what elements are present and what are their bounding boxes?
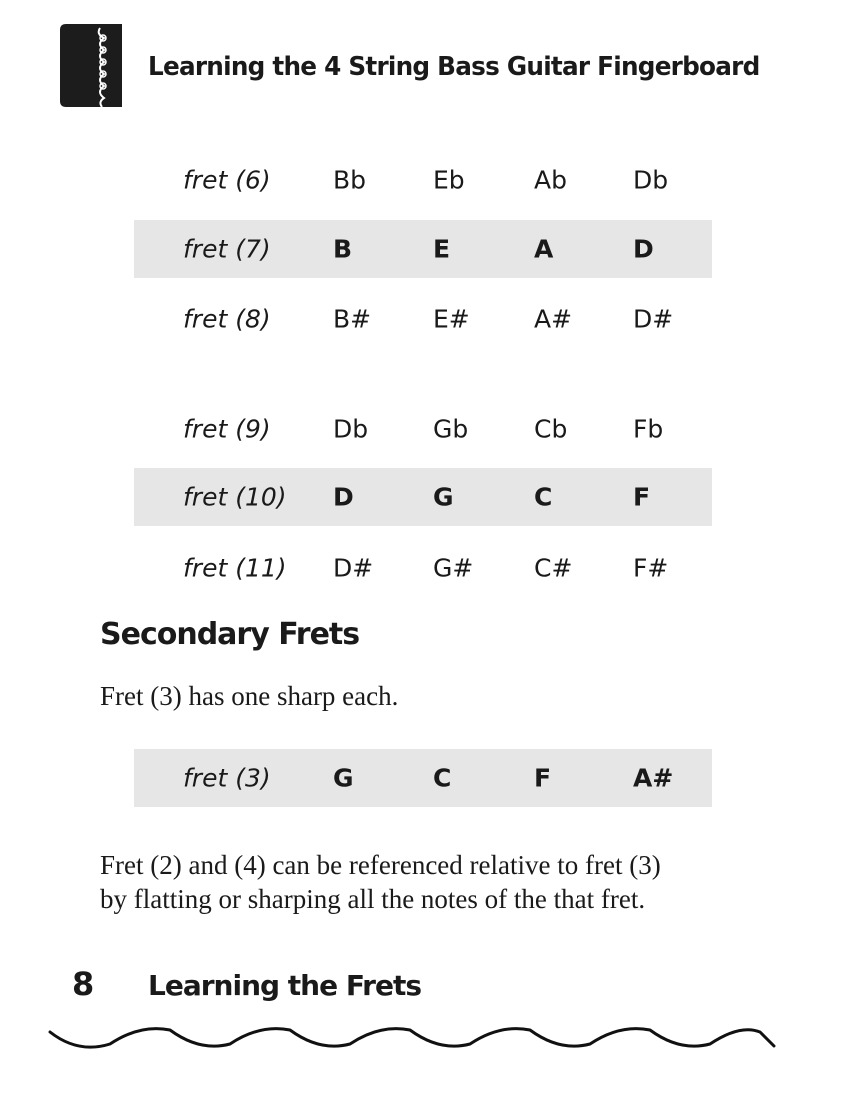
note-cell: G# xyxy=(433,553,474,583)
note-cell: C xyxy=(433,763,452,793)
note-cell: Cb xyxy=(534,414,568,444)
note-cell: Eb xyxy=(433,165,465,195)
footer-title: Learning the Frets xyxy=(148,969,422,1002)
note-cell: E# xyxy=(433,304,470,334)
note-cell: D xyxy=(333,482,354,512)
note-cell: B xyxy=(333,234,353,264)
fret-row-9 xyxy=(134,400,712,458)
fret-label: fret (3) xyxy=(183,763,271,793)
note-cell: A# xyxy=(633,763,674,793)
note-cell: A# xyxy=(534,304,573,334)
note-cell: D# xyxy=(333,553,374,583)
fret-row-6 xyxy=(134,151,712,209)
note-cell: F xyxy=(633,482,651,512)
page-header-title: Learning the 4 String Bass Guitar Fingerboard xyxy=(148,52,760,82)
note-cell: Bb xyxy=(333,165,367,195)
fretboard-logo-icon xyxy=(60,24,122,107)
paragraph-line: Fret (2) and (4) can be referenced relative to fret (3) xyxy=(100,850,661,880)
note-cell: A xyxy=(534,234,554,264)
fret-label: fret (11) xyxy=(183,553,287,583)
note-cell: Fb xyxy=(633,414,664,444)
wave-divider xyxy=(48,1018,776,1056)
note-cell: Db xyxy=(633,165,669,195)
fret-row-3 xyxy=(134,749,712,807)
note-cell: D# xyxy=(633,304,674,334)
note-cell: Gb xyxy=(433,414,469,444)
fret-row-7 xyxy=(134,220,712,278)
fret-label: fret (7) xyxy=(183,234,271,264)
note-cell: C xyxy=(534,482,553,512)
fret-row-11 xyxy=(134,539,712,597)
fret-row-8 xyxy=(134,290,712,348)
note-cell: Db xyxy=(333,414,369,444)
note-cell: C# xyxy=(534,553,573,583)
note-cell: G xyxy=(433,482,454,512)
fret-label: fret (6) xyxy=(183,165,271,195)
fret-label: fret (9) xyxy=(183,414,271,444)
note-cell: B# xyxy=(333,304,372,334)
paragraph-line: by flatting or sharping all the notes of the that fret. xyxy=(100,884,646,914)
section-heading: Secondary Frets xyxy=(100,617,360,652)
note-cell: F# xyxy=(633,553,669,583)
note-cell: Ab xyxy=(534,165,567,195)
fret-row-10 xyxy=(134,468,712,526)
section-intro: Fret (3) has one sharp each. xyxy=(100,681,399,711)
page-number: 8 xyxy=(72,965,95,1003)
fret-label: fret (10) xyxy=(183,482,287,512)
note-cell: F xyxy=(534,763,552,793)
note-cell: E xyxy=(433,234,451,264)
fret-label: fret (8) xyxy=(183,304,271,334)
note-cell: D xyxy=(633,234,654,264)
note-cell: G xyxy=(333,763,354,793)
